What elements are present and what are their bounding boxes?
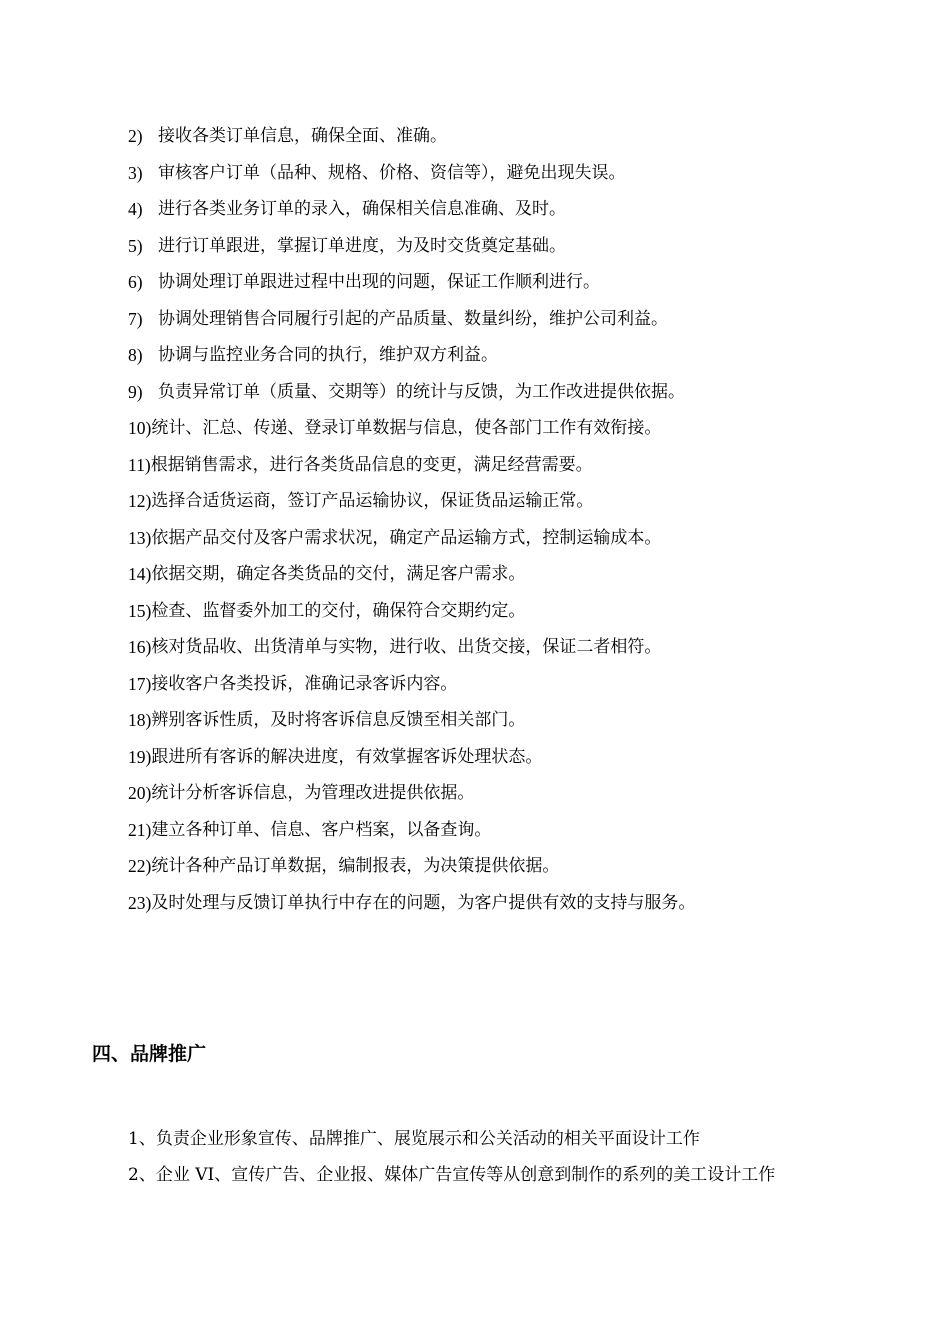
list-item (128, 378, 908, 415)
item-text: 及时处理与反馈订单执行中存在的问题，为客户提供有效的支持与服务。 (151, 892, 696, 913)
list-item (128, 852, 908, 889)
item-number: 11) (128, 454, 151, 475)
item-number: 21) (128, 819, 152, 840)
item-text: 依据交期，确定各类货品的交付，满足客户需求。 (151, 564, 526, 584)
list-item (128, 560, 908, 597)
item-text: 进行订单跟进，掌握订单进度，为及时交货奠定基础。 (158, 235, 566, 256)
item-number: 7) (128, 308, 143, 329)
item-number: 14) (128, 564, 152, 584)
item-number: 2) (128, 126, 143, 146)
list-item (128, 706, 908, 743)
list-item (128, 633, 908, 670)
list-item (128, 232, 908, 269)
item-number: 20) (128, 783, 152, 803)
order-duty-list (128, 122, 908, 925)
list-item (128, 743, 908, 780)
item-text: 建立各种订单、信息、客户档案，以备查询。 (151, 819, 492, 840)
item-text: 协调处理销售合同履行引起的产品质量、数量纠纷，维护公司利益。 (158, 308, 668, 329)
item-text: 进行各类业务订单的录入，确保相关信息准确、及时。 (158, 199, 566, 219)
item-number: 6) (128, 272, 143, 292)
item-text: 根据销售需求，进行各类货品信息的变更，满足经营需要。 (150, 454, 593, 475)
list-item (128, 451, 908, 488)
item-number: 8) (128, 345, 143, 365)
brand-duty-list (128, 1124, 928, 1196)
item-text: 依据产品交付及客户需求状况，确定产品运输方式，控制运输成本。 (151, 527, 662, 548)
item-number: 17) (128, 673, 152, 694)
list-item (128, 816, 908, 853)
item-text: 统计分析客诉信息，为管理改进提供依据。 (151, 783, 475, 803)
list-item: 1、负责企业形象宣传、品牌推广、展览展示和公关活动的相关平面设计工作 (128, 1129, 700, 1149)
item-number: 10) (128, 418, 152, 438)
list-item (128, 779, 908, 816)
item-text: 协调处理订单跟进过程中出现的问题，保证工作顺利进行。 (158, 272, 600, 292)
item-number: 18) (128, 710, 152, 730)
list-item (128, 487, 908, 524)
list-item (128, 341, 908, 378)
item-text: 跟进所有客诉的解决进度，有效掌握客诉处理状态。 (151, 746, 543, 767)
item-text: 负责异常订单（质量、交期等）的统计与反馈，为工作改进提供依据。 (158, 381, 685, 402)
list-item (128, 122, 908, 159)
item-text: 接收客户各类投诉，准确记录客诉内容。 (151, 673, 458, 694)
item-text: 接收各类订单信息，确保全面、准确。 (158, 126, 447, 146)
item-text: 协调与监控业务合同的执行，维护双方利益。 (158, 345, 498, 365)
list-item (128, 305, 908, 342)
list-item (128, 670, 908, 707)
list-item (128, 159, 908, 196)
item-number: 5) (128, 235, 143, 256)
list-item: 2、企业 VI、宣传广告、企业报、媒体广告宣传等从创意到制作的系列的美工设计工作 (128, 1165, 776, 1185)
item-text: 检查、监督委外加工的交付，确保符合交期约定。 (151, 600, 526, 621)
list-item (128, 195, 908, 232)
item-number: 3) (128, 162, 143, 183)
item-number: 4) (128, 199, 143, 219)
item-text: 审核客户订单（品种、规格、价格、资信等），避免出现失误。 (158, 162, 626, 183)
item-text: 统计各种产品订单数据，编制报表，为决策提供依据。 (151, 856, 560, 876)
item-number: 23) (128, 892, 152, 913)
list-item (128, 268, 908, 305)
list-item (128, 889, 908, 926)
item-text: 选择合适货运商，签订产品运输协议，保证货品运输正常。 (151, 491, 594, 511)
item-number: 16) (128, 637, 152, 657)
item-text: 核对货品收、出货清单与实物，进行收、出货交接，保证二者相符。 (151, 637, 662, 657)
item-number: 9) (128, 381, 143, 402)
list-item (128, 414, 908, 451)
section-heading: 四、品牌推广 (92, 1043, 207, 1065)
item-number: 22) (128, 856, 152, 876)
item-number: 13) (128, 527, 152, 548)
item-text: 统计、汇总、传递、登录订单数据与信息，使各部门工作有效衔接。 (151, 418, 662, 438)
item-text: 辨别客诉性质，及时将客诉信息反馈至相关部门。 (151, 710, 526, 730)
item-number: 19) (128, 746, 152, 767)
list-item (128, 524, 908, 561)
item-number: 12) (128, 491, 152, 511)
item-number: 15) (128, 600, 152, 621)
list-item (128, 597, 908, 634)
